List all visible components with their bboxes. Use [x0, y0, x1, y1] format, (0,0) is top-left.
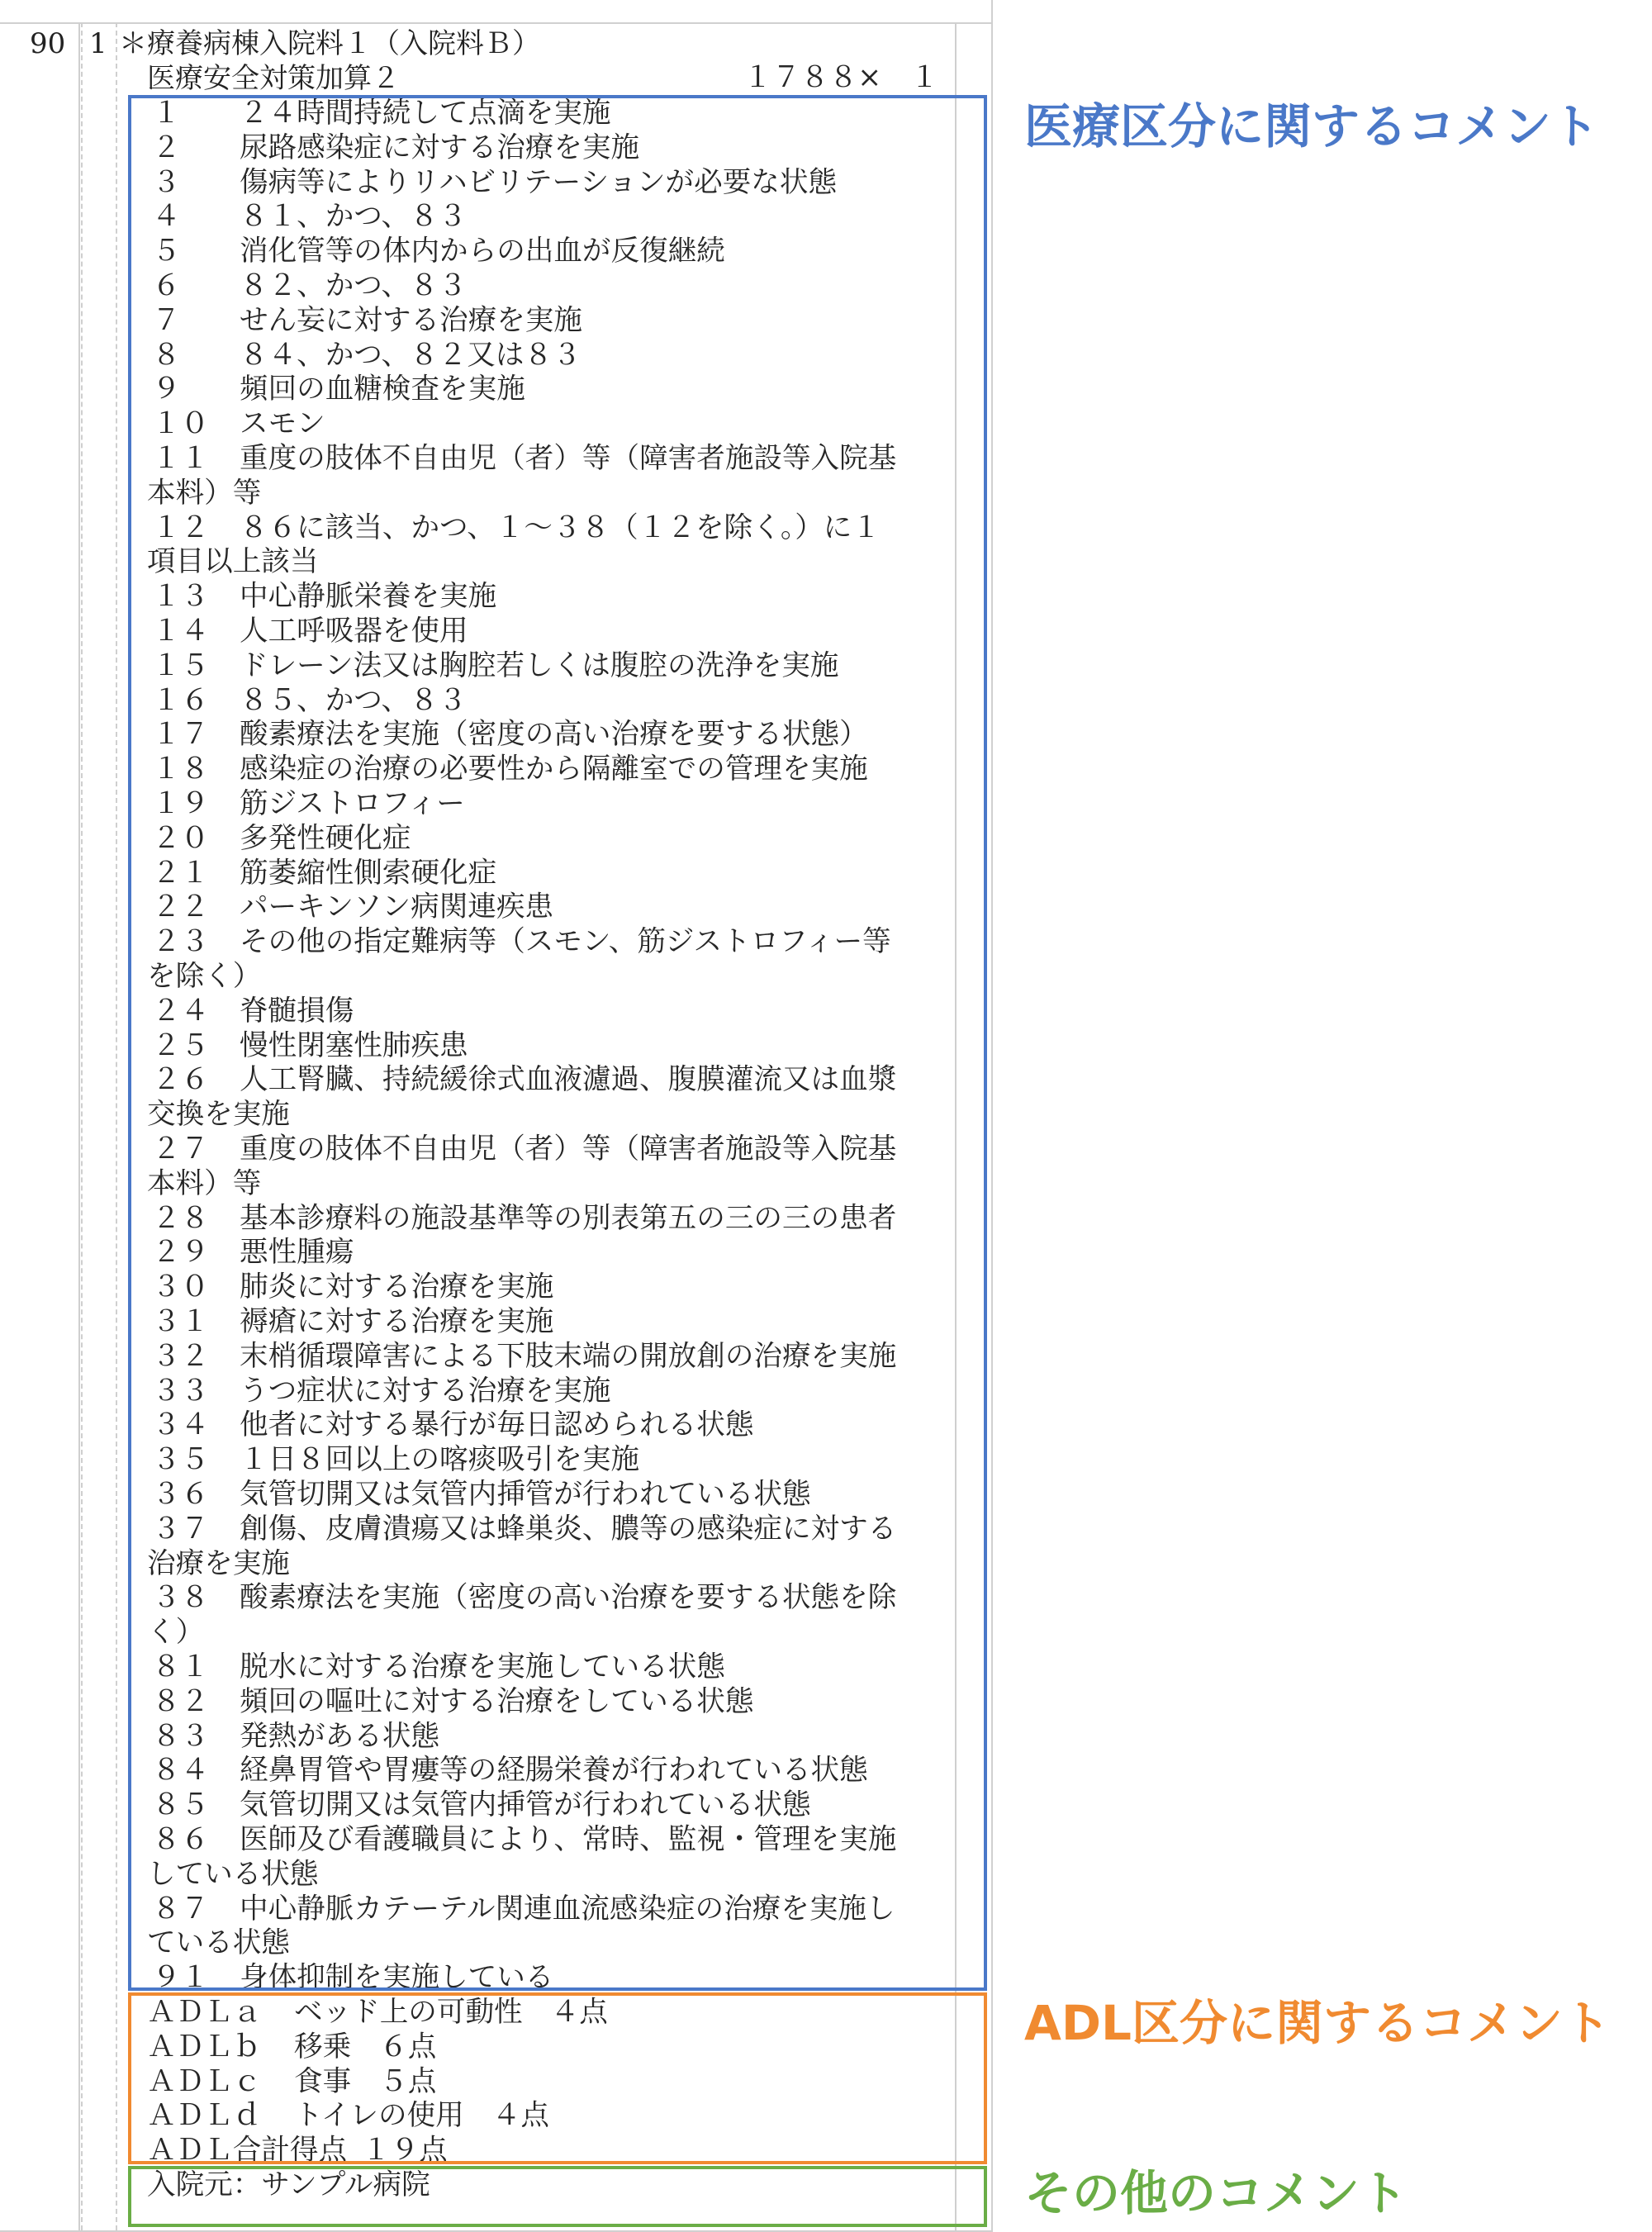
record-code: 90 — [30, 27, 66, 60]
comment-text: 基本診療料の施設基準等の別表第五の三の三の患者 — [240, 1201, 897, 1235]
comment-text: 尿路感染症に対する治療を実施 — [240, 131, 640, 164]
adl-score: ４点 — [491, 2099, 549, 2133]
comment-text: 褥瘡に対する治療を実施 — [240, 1305, 554, 1338]
comment-text: 創傷、皮膚潰瘍又は蜂巣炎、膿等の感染症に対する — [240, 1512, 897, 1546]
adl-label: ＡＤＬ合計得点 — [147, 2134, 348, 2168]
comment-text: 気管切開又は気管内挿管が行われている状態 — [240, 1788, 811, 1822]
comment-number: ３１ — [152, 1305, 210, 1338]
comment-number: ２５ — [152, 1028, 210, 1062]
comment-number: ８７ — [152, 1892, 210, 1926]
comment-text: 人工腎臓、持続緩徐式血液濾過、腹膜灌流又は血漿 — [240, 1063, 897, 1097]
comment-text-continued: く） — [147, 1616, 205, 1650]
comment-text: 身体抑制を実施している — [240, 1961, 554, 1995]
comment-text: パーキンソン病関連疾患 — [240, 890, 554, 924]
comment-number: ６ — [152, 269, 181, 302]
comment-text: 重度の肢体不自由児（者）等（障害者施設等入院基 — [240, 1133, 897, 1166]
comment-number: ３７ — [152, 1512, 210, 1546]
comment-text: ８１、かつ、８３ — [240, 200, 468, 234]
comment-text: ２４時間持続して点滴を実施 — [240, 97, 611, 130]
comment-text: 脊髄損傷 — [240, 994, 354, 1028]
comment-number: ３６ — [152, 1478, 210, 1511]
comment-text: 頻回の血糖検査を実施 — [240, 373, 525, 406]
record-addition: 医療安全対策加算２ — [147, 62, 400, 95]
comment-text-continued: している状態 — [147, 1857, 319, 1891]
comment-number: １６ — [152, 683, 210, 717]
comment-text: 末梢循環障害による下肢末端の開放創の治療を実施 — [240, 1339, 897, 1373]
comment-text: 重度の肢体不自由児（者）等（障害者施設等入院基 — [240, 442, 897, 475]
comment-text: 頻回の嘔吐に対する治療をしている状態 — [240, 1684, 754, 1718]
comment-number: ４ — [152, 200, 181, 234]
medical-comment-frame — [128, 95, 987, 1991]
comment-text: 酸素療法を実施（密度の高い治療を要する状態を除 — [240, 1581, 897, 1615]
comment-text: 脱水に対する治療を実施している状態 — [240, 1650, 725, 1683]
comment-text: ８６に該当、かつ、１〜３８（１２を除く。）に１ — [240, 511, 881, 544]
comment-text: 経鼻胃管や胃瘻等の経腸栄養が行われている状態 — [240, 1754, 868, 1788]
adl-score: ４点 — [550, 1996, 608, 2029]
comment-text: 中心静脈栄養を実施 — [240, 580, 497, 614]
comment-text: 傷病等によりリハビリテーションが必要な状態 — [240, 165, 838, 199]
other-comment-caption: その他のコメント — [1024, 2165, 1408, 2221]
comment-text-continued: 治療を実施 — [147, 1546, 290, 1580]
comment-number: ２３ — [152, 925, 210, 959]
adl-label: ＡＤＬａ — [147, 1996, 262, 2029]
comment-text: ８５、かつ、８３ — [240, 683, 468, 717]
adl-label: ＡＤＬｃ — [147, 2064, 262, 2098]
comment-text: ドレーン法又は胸腔若しくは腹腔の洗浄を実施 — [240, 648, 839, 682]
comment-number: １８ — [152, 753, 210, 786]
comment-number: １７ — [152, 718, 210, 752]
medical-comment-caption: 医療区分に関するコメント — [1024, 98, 1600, 154]
adl-comment-caption: ADL区分に関するコメント — [1024, 1995, 1611, 2051]
comment-number: ８１ — [152, 1650, 210, 1683]
comment-number: ８６ — [152, 1823, 210, 1856]
comment-text: 悪性腫瘍 — [240, 1236, 354, 1270]
comment-number: ２ — [152, 131, 181, 164]
comment-text: 中心静脈カテーテル関連血流感染症の治療を実施し — [240, 1892, 895, 1926]
comment-text: 他者に対する暴行が毎日認められる状態 — [240, 1408, 754, 1442]
adl-item: トイレの使用 — [294, 2099, 464, 2133]
comment-number: １０ — [152, 407, 210, 441]
comment-text: スモン — [240, 407, 325, 441]
comment-text-continued: 項目以上該当 — [147, 545, 319, 579]
comment-number: ５ — [152, 235, 181, 268]
other-comment-text: 入院元：サンプル病院 — [147, 2168, 430, 2201]
comment-number: １９ — [152, 787, 210, 820]
comment-text: ８２、かつ、８３ — [240, 269, 468, 302]
comment-number: ３８ — [152, 1581, 210, 1615]
comment-number: ２９ — [152, 1236, 210, 1270]
comment-text-continued: ている状態 — [147, 1926, 290, 1960]
comment-text: 肺炎に対する治療を実施 — [240, 1270, 554, 1304]
comment-number: ２４ — [152, 994, 210, 1028]
comment-text: 酸素療法を実施（密度の高い治療を要する状態） — [240, 718, 868, 752]
comment-text: 発熱がある状態 — [240, 1719, 440, 1753]
comment-text: 筋ジストロフィー — [240, 787, 465, 820]
comment-number: ８４ — [152, 1754, 210, 1788]
comment-number: ９１ — [152, 1961, 210, 1995]
column-divider-dashed — [81, 22, 83, 2230]
adl-item: ベッド上の可動性 — [294, 1996, 523, 2029]
comment-number: ２１ — [152, 856, 210, 890]
comment-number: ３３ — [152, 1374, 210, 1408]
comment-text: １日８回以上の喀痰吸引を実施 — [240, 1443, 640, 1477]
adl-score: １９点 — [362, 2134, 448, 2168]
adl-item: 食事 — [294, 2064, 352, 2098]
comment-number: ８５ — [152, 1788, 210, 1822]
comment-text: 医師及び看護職員により、常時、監視・管理を実施 — [240, 1823, 897, 1856]
comment-number: ８２ — [152, 1684, 210, 1718]
comment-number: ３５ — [152, 1443, 210, 1477]
comment-number: １ — [152, 97, 181, 130]
comment-number: ３２ — [152, 1339, 210, 1373]
comment-number: ２６ — [152, 1063, 210, 1097]
comment-text: 筋萎縮性側索硬化症 — [240, 856, 497, 890]
comment-text-continued: を除く） — [147, 960, 262, 993]
comment-number: １５ — [152, 648, 210, 682]
comment-text-continued: 本料）等 — [147, 1166, 262, 1200]
adl-score: ５点 — [379, 2064, 437, 2098]
comment-text: うつ症状に対する治療を実施 — [240, 1374, 611, 1408]
comment-number: ３４ — [152, 1408, 210, 1442]
record-title: ＊療養病棟入院料１（入院料Ｂ） — [119, 27, 540, 60]
adl-item: 移乗 — [294, 2030, 352, 2063]
adl-label: ＡＤＬｂ — [147, 2030, 262, 2063]
comment-text: 消化管等の体内からの出血が反復継続 — [240, 235, 725, 268]
comment-number: ３０ — [152, 1270, 210, 1304]
comment-text: 人工呼吸器を使用 — [240, 615, 468, 648]
adl-comment-frame — [128, 1992, 987, 2164]
comment-number: ２７ — [152, 1133, 210, 1166]
comment-text-continued: 本料）等 — [147, 476, 262, 510]
top-rule — [0, 22, 991, 24]
comment-text: 感染症の治療の必要性から隔離室での管理を実施 — [240, 753, 868, 786]
comment-number: ２８ — [152, 1201, 210, 1235]
record-count: 1 — [89, 27, 107, 60]
comment-number: ２２ — [152, 890, 210, 924]
comment-text: その他の指定難病等（スモン、筋ジストロフィー等 — [240, 925, 891, 959]
comment-number: １３ — [152, 580, 210, 614]
comment-number: ８３ — [152, 1719, 210, 1753]
comment-number: ２０ — [152, 821, 210, 855]
comment-text: ８４、かつ、８２又は８３ — [240, 338, 582, 372]
comment-number: ７ — [152, 303, 181, 337]
comment-number: １１ — [152, 442, 210, 475]
comment-number: ３ — [152, 165, 181, 199]
comment-text: せん妄に対する治療を実施 — [240, 303, 582, 337]
adl-label: ＡＤＬｄ — [147, 2099, 262, 2133]
column-divider-dashed — [116, 22, 117, 2230]
comment-number: １２ — [152, 511, 210, 544]
comment-text: 気管切開又は気管内挿管が行われている状態 — [240, 1478, 811, 1511]
adl-score: ６点 — [379, 2030, 437, 2063]
comment-text: 多発性硬化症 — [240, 821, 411, 855]
comment-text-continued: 交換を実施 — [147, 1098, 290, 1132]
comment-number: ８ — [152, 338, 181, 372]
column-divider — [78, 22, 80, 2230]
comment-number: ９ — [152, 373, 181, 406]
record-points-qty: １７８８× １ — [743, 61, 939, 94]
other-comment-frame — [128, 2166, 987, 2227]
comment-text: 慢性閉塞性肺疾患 — [240, 1028, 468, 1062]
comment-number: １４ — [152, 615, 210, 648]
